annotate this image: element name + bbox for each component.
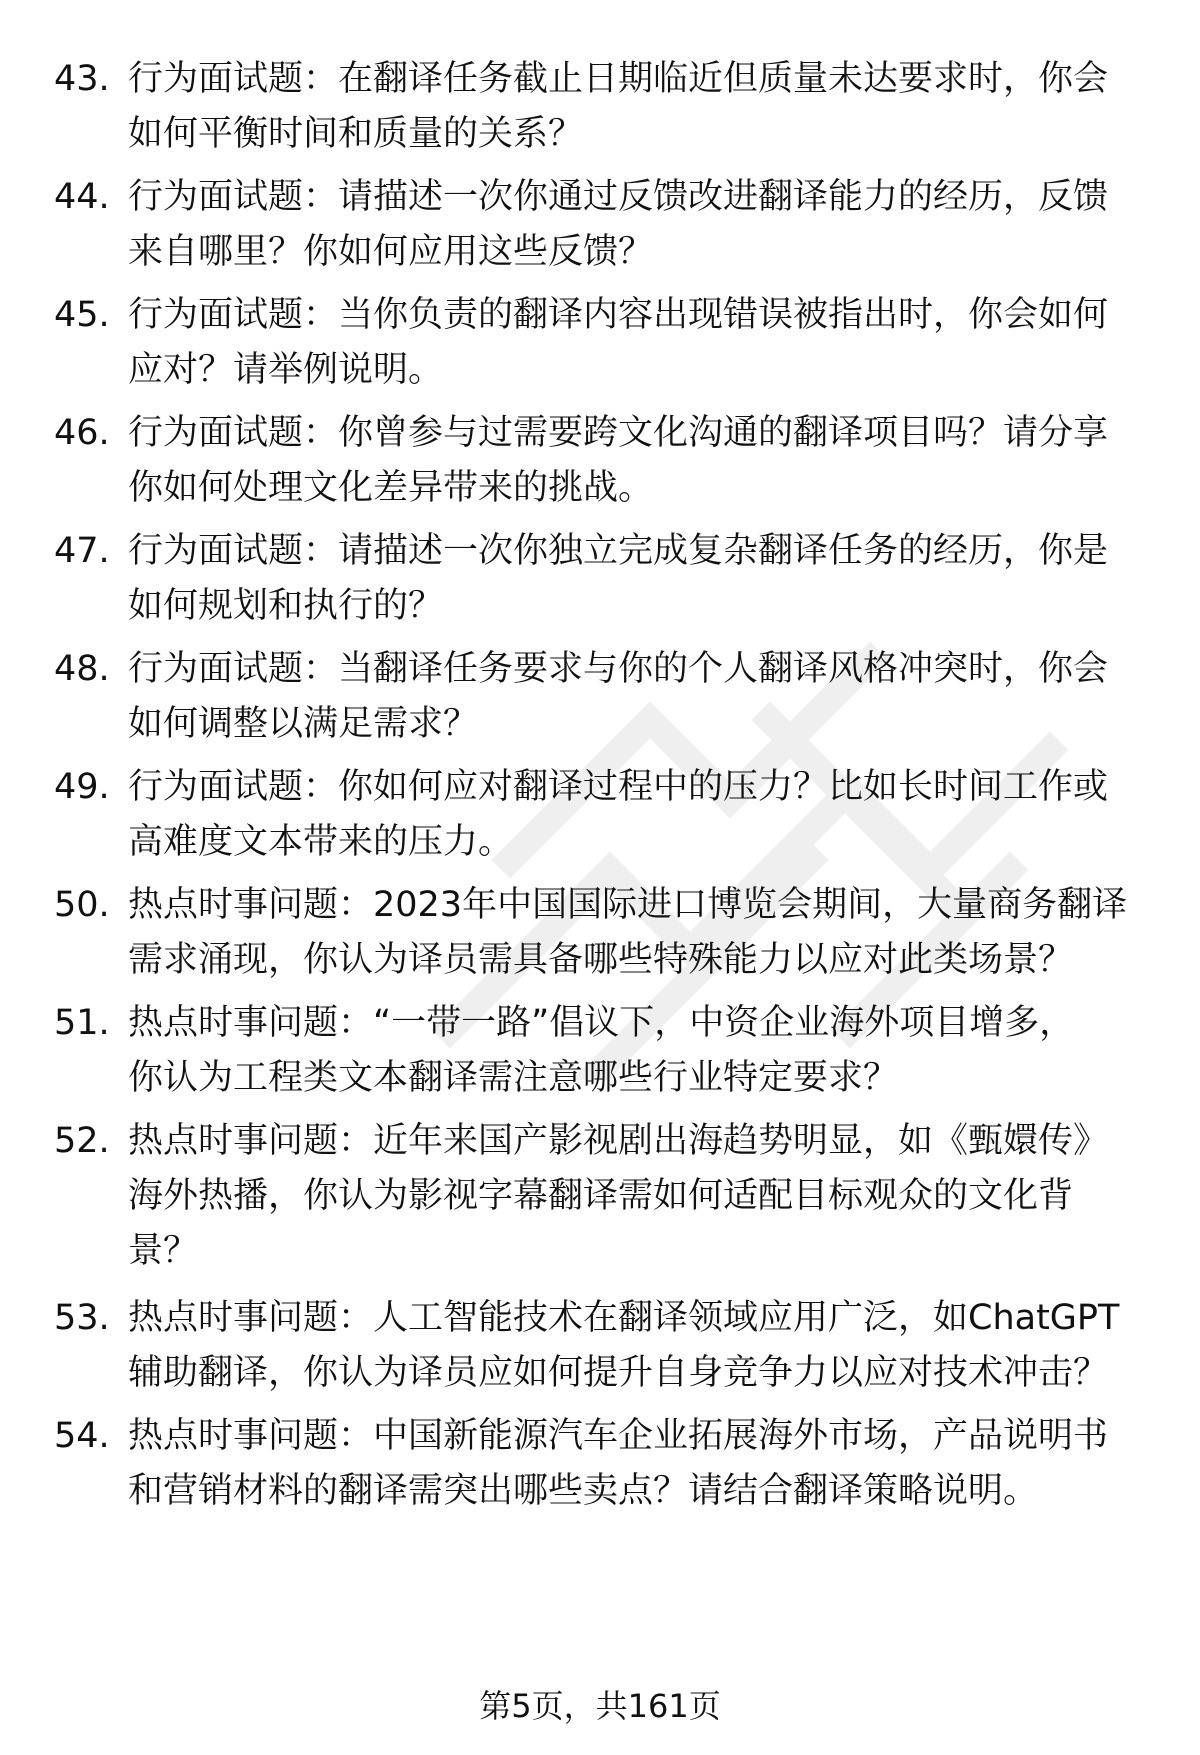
question-number: 54.: [54, 1416, 110, 1456]
page-number-footer: 第5页，共161页: [479, 1687, 721, 1725]
question-number: 48.: [54, 649, 110, 689]
question-number: 51.: [54, 1003, 110, 1043]
question-text: 行为面试题：请描述一次你独立完成复杂翻译任务的经历，你是 如何规划和执行的？: [128, 531, 1109, 626]
question-text: 热点时事问题：“一带一路”倡议下，中资企业海外项目增多， 你认为工程类文本翻译需注意哪些行业特定要求？: [128, 1003, 1075, 1098]
question-text: 行为面试题：你曾参与过需要跨文化沟通的翻译项目吗？请分享 你如何处理文化差异带来的挑战。: [128, 413, 1109, 508]
question-number: 46.: [54, 413, 110, 453]
question-text: 热点时事问题：人工智能技术在翻译领域应用广泛，如ChatGPT 辅助翻译，你认为译员应如何提升自身竞争力以应对技术冲击？: [128, 1298, 1120, 1393]
question-text: 热点时事问题：2023年中国国际进口博览会期间，大量商务翻译 需求涌现，你认为译员需具备哪些特殊能力以应对此类场景？: [128, 885, 1128, 980]
question-text: 行为面试题：你如何应对翻译过程中的压力？比如长时间工作或 高难度文本带来的压力。: [128, 767, 1109, 862]
question-number: 44.: [54, 177, 110, 217]
question-text: 行为面试题：当你负责的翻译内容出现错误被指出时，你会如何 应对？请举例说明。: [128, 295, 1109, 390]
question-text: 行为面试题：在翻译任务截止日期临近但质量未达要求时，你会 如何平衡时间和质量的关系？: [128, 59, 1109, 154]
question-number: 45.: [54, 295, 110, 335]
question-number: 49.: [54, 767, 110, 807]
question-number: 53.: [54, 1298, 110, 1338]
question-text: 行为面试题：当翻译任务要求与你的个人翻译风格冲突时，你会 如何调整以满足需求？: [128, 649, 1109, 744]
question-number: 50.: [54, 885, 110, 925]
question-text: 行为面试题：请描述一次你通过反馈改进翻译能力的经历，反馈 来自哪里？你如何应用这些反馈？: [128, 177, 1109, 272]
question-text: 热点时事问题：近年来国产影视剧出海趋势明显，如《甄嬛传》 海外热播，你认为影视字幕翻译需如何适配目标观众的文化背 景？: [128, 1121, 1109, 1271]
question-text: 热点时事问题：中国新能源汽车企业拓展海外市场，产品说明书 和营销材料的翻译需突出哪些卖点？请结合翻译策略说明。: [128, 1416, 1109, 1511]
question-number: 52.: [54, 1121, 110, 1161]
question-number: 47.: [54, 531, 110, 571]
question-number: 43.: [54, 59, 110, 99]
